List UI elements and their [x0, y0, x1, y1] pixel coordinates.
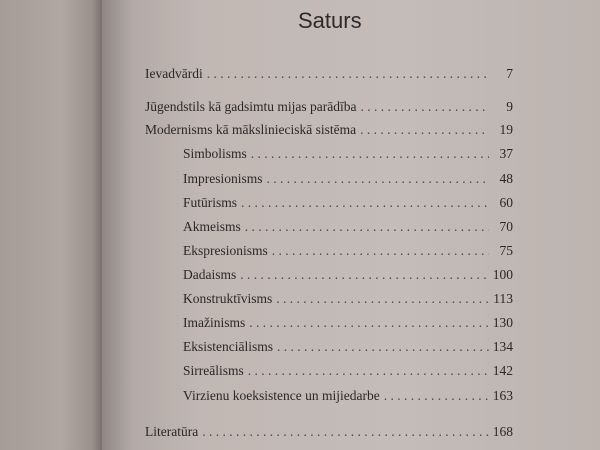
toc-entry — [183, 388, 513, 406]
toc-entry-label: Ievadvārdi — [145, 66, 203, 81]
toc-entry-label: Ekspresionisms — [183, 243, 268, 258]
leader-dots — [267, 171, 490, 187]
toc-entry-page: 37 — [499, 146, 513, 161]
toc-entry-label: Simbolisms — [183, 146, 247, 161]
leader-dots — [272, 243, 489, 259]
toc-entry — [145, 66, 513, 84]
leader-dots — [277, 339, 489, 355]
toc-entry-page: 60 — [499, 195, 513, 210]
page-title: Saturs — [298, 8, 362, 33]
toc-entry — [183, 219, 513, 237]
toc-entry-page: 142 — [492, 363, 513, 378]
toc-entry-label: Jūgendstils kā gadsimtu mijas parādība — [145, 99, 357, 114]
toc-entry-page: 9 — [506, 99, 513, 114]
leader-dots — [251, 146, 489, 162]
toc-entry-page: 130 — [492, 315, 513, 330]
toc-entry-label: Impresionisms — [183, 171, 263, 186]
toc-entry — [183, 243, 513, 261]
facing-page-edge — [0, 0, 102, 450]
toc-entry — [145, 122, 513, 140]
toc-entry-label: Modernisms kā mākslinieciskā sistēma — [145, 122, 357, 137]
toc-entry-label: Akmeisms — [183, 219, 241, 234]
toc-entry-label: Futūrisms — [183, 195, 238, 210]
leader-dots — [240, 267, 489, 283]
leader-dots — [360, 99, 489, 115]
toc-entry-label: Literatūra — [145, 424, 199, 439]
toc-entry — [183, 339, 513, 357]
toc-entry-page: 48 — [499, 171, 513, 186]
toc-entry — [145, 424, 513, 442]
toc-entry — [183, 315, 513, 333]
toc-entry-page: 163 — [492, 388, 513, 403]
leader-dots — [241, 195, 489, 211]
toc-entry-label: Sirreālisms — [183, 363, 244, 378]
toc-entry-label: Konstruktīvisms — [183, 291, 273, 306]
leader-dots — [360, 122, 489, 138]
toc-entry — [183, 146, 513, 164]
toc-entry — [183, 195, 513, 213]
toc-entry-page: 19 — [499, 122, 513, 137]
toc-entry-page: 7 — [506, 66, 513, 81]
toc-entry — [183, 291, 513, 309]
toc-entry-page: 75 — [499, 243, 513, 258]
leader-dots — [384, 388, 489, 404]
toc-entry-page: 70 — [499, 219, 513, 234]
toc-entry-label: Virzienu koeksistence un mijiedarbe — [183, 388, 380, 403]
leader-dots — [245, 219, 489, 235]
toc-entry — [183, 363, 513, 381]
toc-entry-page: 113 — [493, 291, 513, 306]
toc-entry-label: Eksistenciālisms — [183, 339, 273, 354]
toc-entry-page: 100 — [492, 267, 513, 282]
leader-dots — [276, 291, 489, 307]
toc-entry — [183, 267, 513, 285]
leader-dots — [202, 424, 489, 440]
toc-entry-label: Dadaisms — [183, 267, 237, 282]
toc-entry-page: 134 — [492, 339, 513, 354]
toc-entry — [183, 171, 513, 189]
leader-dots — [248, 363, 489, 379]
toc-entry — [145, 99, 513, 117]
leader-dots — [249, 315, 489, 331]
toc-entry-page: 168 — [492, 424, 513, 439]
leader-dots — [207, 66, 489, 82]
toc-entry-label: Imažinisms — [183, 315, 246, 330]
